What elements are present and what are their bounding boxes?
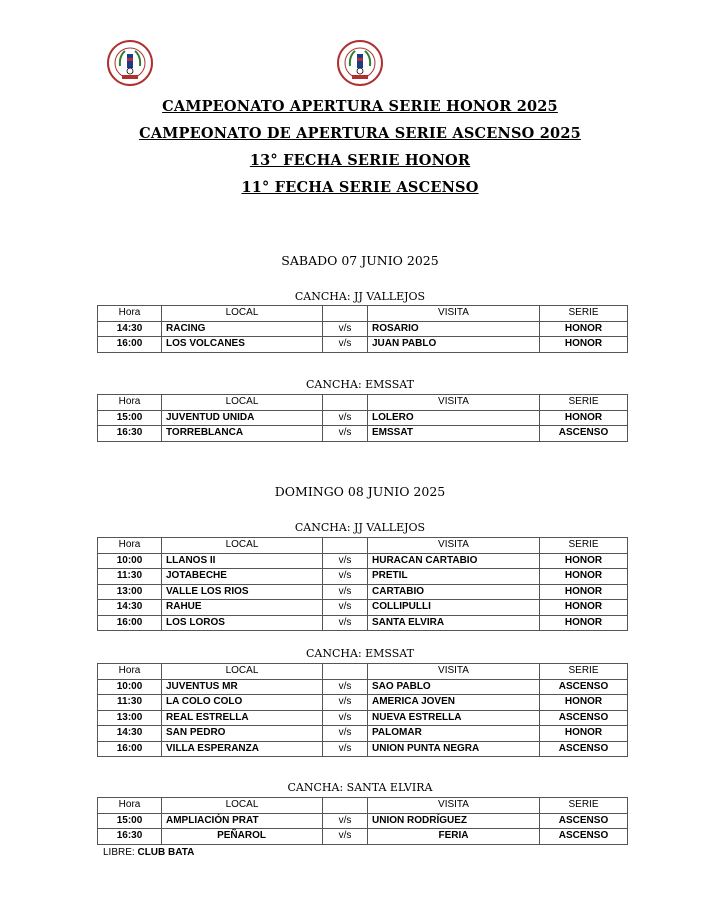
header-visita: VISITA <box>368 798 540 814</box>
away-team: LOLERO <box>368 410 540 426</box>
home-team: LOS LOROS <box>162 615 323 631</box>
match-row <box>98 726 628 742</box>
association-logo <box>107 40 153 86</box>
header-hora: Hora <box>98 664 162 680</box>
versus-label: v/s <box>323 600 368 616</box>
away-team: CARTABIO <box>368 584 540 600</box>
header-visita: VISITA <box>368 306 540 322</box>
fixture-table <box>97 663 628 757</box>
title-line: 11° FECHA SERIE ASCENSO <box>241 179 479 196</box>
match-time: 16:00 <box>98 615 162 631</box>
away-team: UNION RODRÍGUEZ <box>368 813 540 829</box>
header-serie: SERIE <box>540 395 628 411</box>
home-team: LA COLO COLO <box>162 695 323 711</box>
away-team: SAO PABLO <box>368 679 540 695</box>
away-team: HURACAN CARTABIO <box>368 553 540 569</box>
match-row <box>98 710 628 726</box>
home-team: JOTABECHE <box>162 569 323 585</box>
versus-label: v/s <box>323 426 368 442</box>
series-label: HONOR <box>540 695 628 711</box>
match-row <box>98 600 628 616</box>
home-team: SAN PEDRO <box>162 726 323 742</box>
header-visita: VISITA <box>368 538 540 554</box>
header-vs <box>323 664 368 680</box>
match-time: 16:30 <box>98 426 162 442</box>
match-row <box>98 695 628 711</box>
libre-label: LIBRE: <box>103 847 135 858</box>
series-label: HONOR <box>540 600 628 616</box>
header-vs <box>323 538 368 554</box>
series-label: ASCENSO <box>540 741 628 757</box>
versus-label: v/s <box>323 410 368 426</box>
match-time: 13:00 <box>98 584 162 600</box>
away-team: AMERICA JOVEN <box>368 695 540 711</box>
header-hora: Hora <box>98 538 162 554</box>
match-time: 15:00 <box>98 813 162 829</box>
home-team: VALLE LOS RIOS <box>162 584 323 600</box>
away-team: COLLIPULLI <box>368 600 540 616</box>
versus-label: v/s <box>323 710 368 726</box>
series-label: ASCENSO <box>540 426 628 442</box>
title-line: CAMPEONATO APERTURA SERIE HONOR 2025 <box>162 98 558 115</box>
day-heading: SABADO 07 JUNIO 2025 <box>281 253 439 268</box>
versus-label: v/s <box>323 584 368 600</box>
libre-team: CLUB BATA <box>137 847 195 858</box>
away-team: UNION PUNTA NEGRA <box>368 741 540 757</box>
away-team: PRETIL <box>368 569 540 585</box>
header-local: LOCAL <box>162 538 323 554</box>
match-row <box>98 321 628 337</box>
header-vs <box>323 395 368 411</box>
header-visita: VISITA <box>368 395 540 411</box>
header-serie: SERIE <box>540 664 628 680</box>
header-vs <box>323 306 368 322</box>
match-time: 11:30 <box>98 569 162 585</box>
series-label: ASCENSO <box>540 710 628 726</box>
header-visita: VISITA <box>368 664 540 680</box>
versus-label: v/s <box>323 321 368 337</box>
versus-label: v/s <box>323 337 368 353</box>
home-team: PEÑAROL <box>162 829 323 845</box>
header-hora: Hora <box>98 798 162 814</box>
match-time: 14:30 <box>98 726 162 742</box>
match-row <box>98 615 628 631</box>
match-time: 16:00 <box>98 337 162 353</box>
fixture-table <box>97 537 628 631</box>
match-row <box>98 679 628 695</box>
versus-label: v/s <box>323 726 368 742</box>
title-line: 13° FECHA SERIE HONOR <box>249 152 471 169</box>
home-team: JUVENTUS MR <box>162 679 323 695</box>
versus-label: v/s <box>323 741 368 757</box>
home-team: TORREBLANCA <box>162 426 323 442</box>
match-row <box>98 584 628 600</box>
home-team: VILLA ESPERANZA <box>162 741 323 757</box>
table-header-row <box>98 798 628 814</box>
cancha-heading: CANCHA: JJ VALLEJOS <box>294 521 426 534</box>
away-team: PALOMAR <box>368 726 540 742</box>
match-row <box>98 813 628 829</box>
header-local: LOCAL <box>162 395 323 411</box>
home-team: LLANOS II <box>162 553 323 569</box>
series-label: HONOR <box>540 321 628 337</box>
header-serie: SERIE <box>540 306 628 322</box>
header-serie: SERIE <box>540 798 628 814</box>
match-time: 14:30 <box>98 321 162 337</box>
match-time: 14:30 <box>98 600 162 616</box>
match-time: 10:00 <box>98 679 162 695</box>
match-time: 15:00 <box>98 410 162 426</box>
series-label: HONOR <box>540 553 628 569</box>
match-row <box>98 741 628 757</box>
header-local: LOCAL <box>162 798 323 814</box>
away-team: ROSARIO <box>368 321 540 337</box>
versus-label: v/s <box>323 553 368 569</box>
home-team: RACING <box>162 321 323 337</box>
libre-note <box>103 847 194 858</box>
table-header-row <box>98 306 628 322</box>
home-team: LOS VOLCANES <box>162 337 323 353</box>
series-label: ASCENSO <box>540 813 628 829</box>
association-logo <box>337 40 383 86</box>
cancha-heading: CANCHA: EMSSAT <box>306 647 414 660</box>
header-vs <box>323 798 368 814</box>
table-header-row <box>98 538 628 554</box>
title-line: CAMPEONATO DE APERTURA SERIE ASCENSO 2025 <box>139 125 581 142</box>
home-team: RAHUE <box>162 600 323 616</box>
document-titles <box>0 98 720 206</box>
match-row <box>98 569 628 585</box>
series-label: HONOR <box>540 726 628 742</box>
match-time: 13:00 <box>98 710 162 726</box>
home-team: AMPLIACIÓN PRAT <box>162 813 323 829</box>
series-label: HONOR <box>540 584 628 600</box>
header-hora: Hora <box>98 395 162 411</box>
cancha-heading: CANCHA: JJ VALLEJOS <box>294 290 426 303</box>
match-row <box>98 426 628 442</box>
day-heading: DOMINGO 08 JUNIO 2025 <box>274 484 446 499</box>
match-row <box>98 553 628 569</box>
fixture-table <box>97 305 628 353</box>
cancha-heading: CANCHA: EMSSAT <box>306 378 414 391</box>
match-time: 10:00 <box>98 553 162 569</box>
versus-label: v/s <box>323 695 368 711</box>
away-team: NUEVA ESTRELLA <box>368 710 540 726</box>
cancha-heading: CANCHA: SANTA ELVIRA <box>287 781 433 794</box>
match-row <box>98 410 628 426</box>
series-label: ASCENSO <box>540 829 628 845</box>
series-label: HONOR <box>540 569 628 585</box>
series-label: HONOR <box>540 615 628 631</box>
match-row <box>98 829 628 845</box>
versus-label: v/s <box>323 813 368 829</box>
header-serie: SERIE <box>540 538 628 554</box>
versus-label: v/s <box>323 829 368 845</box>
away-team: SANTA ELVIRA <box>368 615 540 631</box>
series-label: HONOR <box>540 337 628 353</box>
match-row <box>98 337 628 353</box>
header-local: LOCAL <box>162 306 323 322</box>
versus-label: v/s <box>323 569 368 585</box>
match-time: 16:00 <box>98 741 162 757</box>
away-team: FERIA <box>368 829 540 845</box>
versus-label: v/s <box>323 679 368 695</box>
series-label: ASCENSO <box>540 679 628 695</box>
header-hora: Hora <box>98 306 162 322</box>
table-header-row <box>98 664 628 680</box>
table-header-row <box>98 395 628 411</box>
header-local: LOCAL <box>162 664 323 680</box>
match-time: 11:30 <box>98 695 162 711</box>
away-team: JUAN PABLO <box>368 337 540 353</box>
fixture-table <box>97 797 628 845</box>
away-team: EMSSAT <box>368 426 540 442</box>
home-team: REAL ESTRELLA <box>162 710 323 726</box>
versus-label: v/s <box>323 615 368 631</box>
home-team: JUVENTUD UNIDA <box>162 410 323 426</box>
series-label: HONOR <box>540 410 628 426</box>
match-time: 16:30 <box>98 829 162 845</box>
fixture-table <box>97 394 628 442</box>
